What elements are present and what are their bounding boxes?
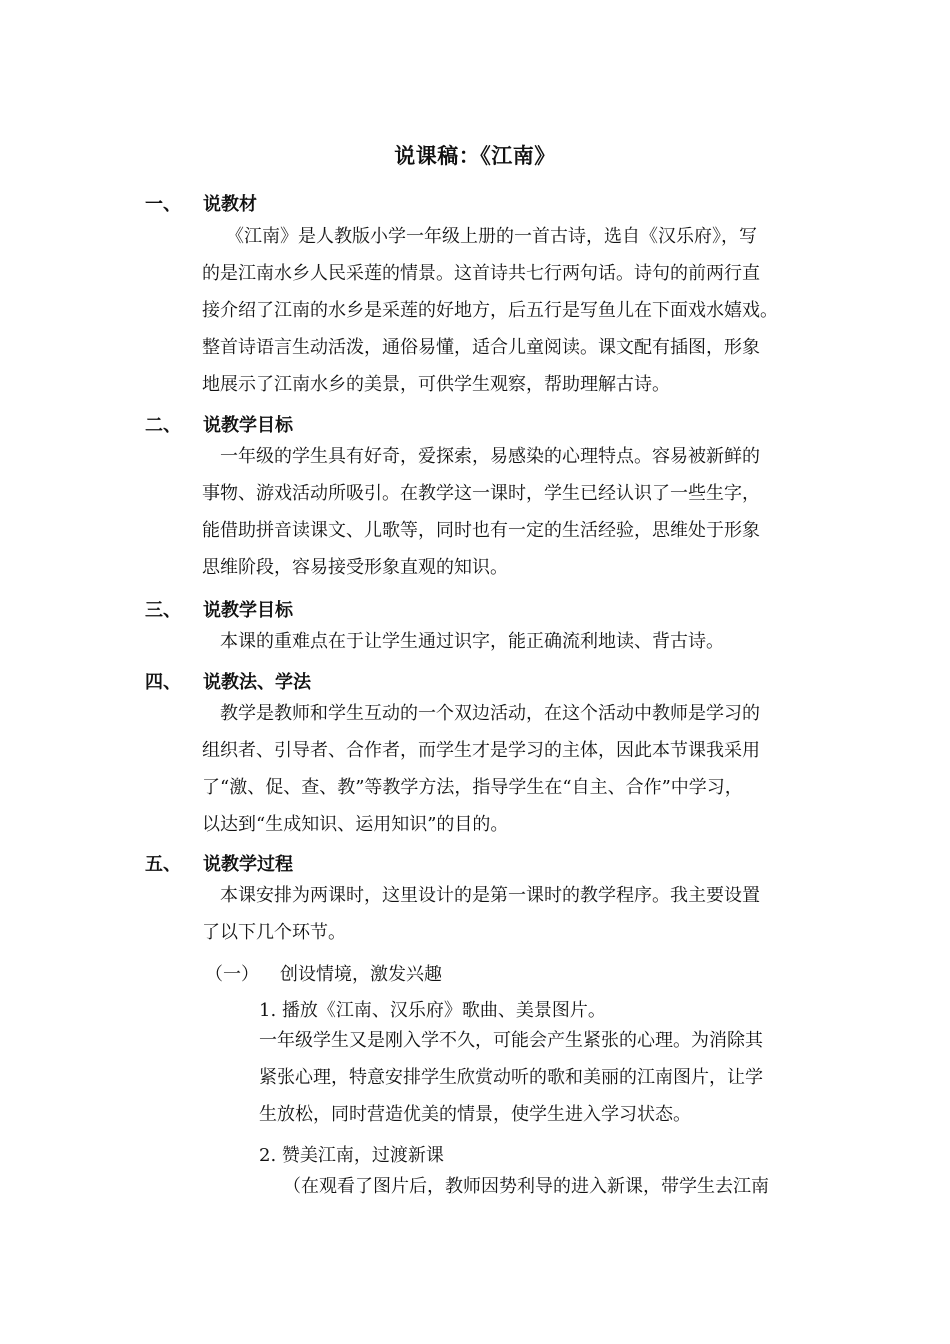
section-number: 一、 bbox=[145, 194, 181, 215]
paragraph-line: 思维阶段，容易接受形象直观的知识。 bbox=[202, 557, 508, 578]
subsection-heading bbox=[205, 960, 442, 986]
section-body-3 bbox=[220, 623, 840, 660]
section-body-5 bbox=[220, 877, 840, 914]
paragraph-line: 以达到“生成知识、运用知识”的目的。 bbox=[202, 814, 509, 835]
section-title: 说教法、学法 bbox=[203, 672, 311, 693]
section-number: 四、 bbox=[145, 672, 181, 693]
section-heading-1 bbox=[145, 190, 257, 216]
section-body-1 bbox=[226, 218, 846, 255]
paragraph-line: 能借助拼音读课文、儿歌等，同时也有一定的生活经验，思维处于形象 bbox=[202, 520, 760, 541]
paragraph-line: 组织者、引导者、合作者，而学生才是学习的主体，因此本节课我采用 bbox=[202, 740, 760, 761]
paragraph-line: 了以下几个环节。 bbox=[202, 922, 346, 943]
paragraph-line: 地展示了江南水乡的美景，可供学生观察，帮助理解古诗。 bbox=[202, 374, 670, 395]
paragraph-line: 《江南》是人教版小学一年级上册的一首古诗，选自《汉乐府》，写 bbox=[226, 226, 757, 247]
section-body-2-cont bbox=[202, 475, 822, 586]
paragraph-line: 紧张心理，特意安排学生欣赏动听的歌和美丽的江南图片，让学 bbox=[259, 1067, 763, 1088]
step-heading-1: 1. 播放《江南、汉乐府》歌曲、美景图片。 bbox=[259, 1000, 606, 1021]
paragraph-line: 本课安排为两课时，这里设计的是第一课时的教学程序。我主要设置 bbox=[220, 885, 760, 906]
section-body-4 bbox=[220, 695, 840, 732]
paragraph-line: （在观看了图片后，教师因势利导的进入新课，带学生去江南 bbox=[283, 1176, 769, 1197]
paragraph-line: 一年级的学生具有好奇，爱探索，易感染的心理特点。容易被新鲜的 bbox=[220, 446, 760, 467]
section-heading-2 bbox=[145, 411, 293, 437]
paragraph-line: 的是江南水乡人民采莲的情景。这首诗共七行两句话。诗句的前两行直 bbox=[202, 263, 760, 284]
paragraph-line: 了“激、促、查、教”等教学方法，指导学生在“自主、合作”中学习， bbox=[202, 777, 743, 798]
section-number: 五、 bbox=[145, 854, 181, 875]
page-title: 说课稿：《江南》 bbox=[394, 144, 556, 168]
section-number: 二、 bbox=[145, 415, 181, 436]
section-heading-4 bbox=[145, 668, 311, 694]
step-heading-2: 2. 赞美江南，过渡新课 bbox=[259, 1145, 444, 1166]
section-title: 说教学目标 bbox=[203, 415, 293, 436]
section-title: 说教学过程 bbox=[203, 854, 293, 875]
section-body-4-cont bbox=[202, 732, 822, 843]
section-body-1-cont bbox=[202, 255, 822, 403]
section-title: 说教材 bbox=[203, 194, 257, 215]
paragraph-line: 本课的重难点在于让学生通过识字，能正确流利地读、背古诗。 bbox=[220, 631, 724, 652]
paragraph-line: 教学是教师和学生互动的一个双边活动，在这个活动中教师是学习的 bbox=[220, 703, 760, 724]
section-title: 说教学目标 bbox=[203, 600, 293, 621]
section-heading-3 bbox=[145, 596, 293, 622]
section-body-2 bbox=[220, 438, 840, 475]
paragraph-line: 生放松，同时营造优美的情景，使学生进入学习状态。 bbox=[259, 1104, 691, 1125]
section-heading-5 bbox=[145, 850, 293, 876]
paragraph-line: 接介绍了江南的水乡是采莲的好地方，后五行是写鱼儿在下面戏水嬉戏。 bbox=[202, 300, 778, 321]
step-body-2 bbox=[283, 1168, 769, 1205]
paragraph-line: 事物、游戏活动所吸引。在教学这一课时，学生已经认识了一些生字， bbox=[202, 483, 760, 504]
paragraph-line: 一年级学生又是刚入学不久，可能会产生紧张的心理。为消除其 bbox=[259, 1030, 763, 1051]
step-body-1 bbox=[259, 1022, 763, 1133]
section-number: 三、 bbox=[145, 600, 181, 621]
subsection-title: 创设情境，激发兴趣 bbox=[280, 964, 442, 985]
paragraph-line: 整首诗语言生动活泼，通俗易懂，适合儿童阅读。课文配有插图，形象 bbox=[202, 337, 760, 358]
section-body-5-cont bbox=[202, 914, 822, 951]
subsection-number: （一） bbox=[205, 964, 259, 985]
